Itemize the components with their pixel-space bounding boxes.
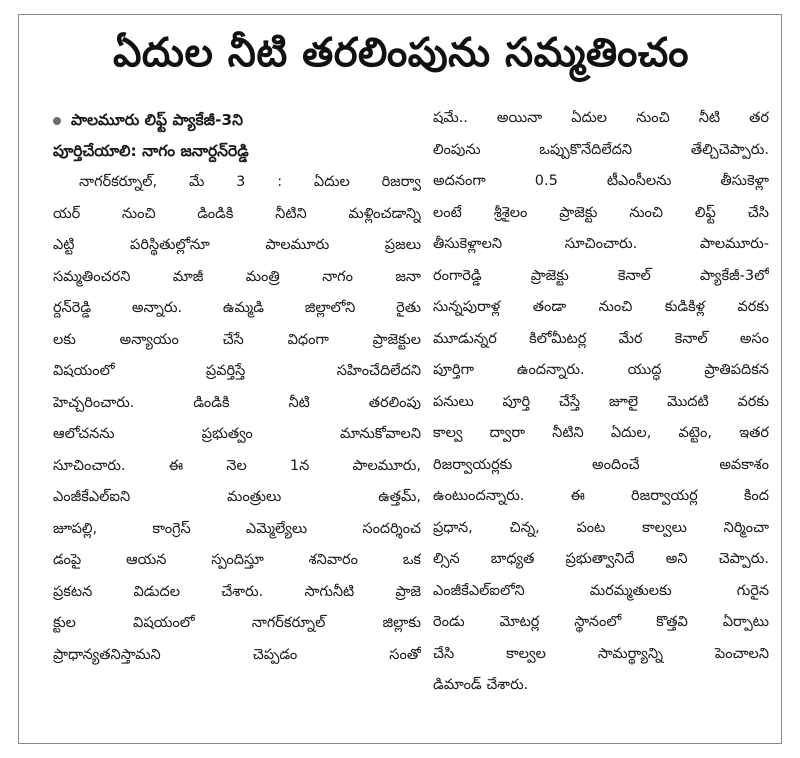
body-line: మూడున్నర కిలోమీటర్ల మేర కెనాల్ అసం: [433, 330, 769, 347]
body-line: క్టుల విషయంలో నాగర్‌కర్నూల్ జిల్లాకు: [53, 615, 421, 631]
body-line: పనులు పూర్తి చేస్తే జూలై మొదటి వరకు: [433, 393, 769, 410]
subheadline-line-2: పూర్తిచేయాలి: నాగం జనార్దన్‌రెడ్డి: [53, 142, 249, 160]
body-line: ఎట్టి పరిస్థితుల్లోనూ పాలమూరు ప్రజలు: [53, 237, 421, 253]
body-line: యర్ నుంచి డిండికి నీటిని మళ్లించడాన్ని: [53, 205, 421, 222]
body-line: నాగర్‌కర్నూల్, మే 3 : ఏదుల రిజర్వా: [79, 174, 421, 190]
body-line: జూపల్లి, కాంగ్రెస్ ఎమ్మెల్యేలు సందర్శించ: [53, 520, 421, 537]
body-line: ప్రధాన, చిన్న, పంట కాల్వలు నిర్మించా: [433, 519, 769, 536]
body-line: ప్రాధాన్యతనిస్తామని చెప్పడం సంతో: [53, 646, 421, 663]
body-line: లింపును ఒప్పుకొనేదిలేదని తేల్చిచెప్పారు.: [433, 141, 769, 158]
body-line: కాల్వ ద్వారా నీటిని ఏదుల, వట్టెం, ఇతర: [433, 425, 769, 441]
left-column: [53, 105, 421, 671]
body-line: ఎంజీకేఎల్ఐలోని మరమ్మతులకు గురైన: [433, 582, 769, 599]
body-line: లకు అన్యాయం చేసే విధంగా ప్రాజెక్టుల: [53, 331, 421, 348]
body-line: డిమాండ్ చేశారు.: [433, 677, 529, 693]
body-line: పూర్తిగా ఉందన్నారు. యుద్ధ ప్రాతిపదికన: [433, 362, 769, 378]
news-clipping: [18, 14, 782, 744]
body-line: రెండు మోటర్ల స్థానంలో కొత్తవి ఏర్పాటు: [433, 614, 769, 630]
body-line: షమే.. అయినా ఏదుల నుంచి నీటి తర: [433, 110, 769, 126]
right-column: [433, 103, 769, 702]
body-line: విషయంలో ప్రవర్తిస్తే సహించేదిలేదని: [53, 363, 421, 379]
body-line: లంటే శ్రీశైలం ప్రాజెక్టు నుంచి లిఫ్ట్ చేసి: [433, 204, 769, 221]
body-line: సమ్మతించరని మాజీ మంత్రి నాగం జనా: [53, 268, 421, 285]
body-line: ఆలోచనను ప్రభుత్వం మానుకోవాలని: [53, 426, 421, 442]
body-line: ల్సిన బాధ్యత ప్రభుత్వానిదే అని చెప్పారు.: [433, 551, 769, 567]
body-line: ర్దన్‌రెడ్డి అన్నారు. ఉమ్మడి జిల్లాలోని రైతు: [53, 300, 421, 316]
body-line: సున్నపురాళ్ల తండా నుంచి కుడికిళ్ల వరకు: [433, 299, 769, 315]
body-line: సూచించారు. ఈ నెల 1న పాలమూరు,: [53, 457, 421, 474]
body-line: ప్రకటన విడుదల చేశారు. సాగునీటి ప్రాజె: [53, 583, 421, 600]
bullet-icon: [53, 117, 61, 125]
headline: ఏదుల నీటి తరలింపును సమ్మతించం: [112, 30, 690, 76]
body-line: ఉంటుందన్నారు. ఈ రిజర్వాయర్ల కింద: [433, 488, 769, 504]
body-line: తీసుకెళ్లాలని సూచించారు. పాలమూరు-: [433, 236, 769, 252]
body-line: రిజర్వాయర్లకు అందించే అవకాశం: [433, 456, 769, 473]
body-line: డంపై ఆయన స్పందిస్తూ శనివారం ఒక: [53, 552, 421, 568]
body-line: చేసి కాల్వల సామర్థ్యాన్ని పెంచాలని: [433, 645, 769, 662]
subheadline-line-1: పాలమూరు లిఫ్ట్ ప్యాకేజీ-3ని: [53, 105, 421, 136]
body-line: హెచ్చరించారు. డిండికి నీటి తరలింపు: [53, 394, 421, 411]
body-line: రంగారెడ్డి ప్రాజెక్టు కెనాల్ ప్యాకేజీ-3లో: [433, 267, 769, 284]
body-line: ఎంజీకేఎల్ఐని మంత్రులు ఉత్తమ్,: [53, 489, 421, 505]
body-line: అదనంగా 0.5 టీఎంసీలను తీసుకెళ్లా: [433, 173, 769, 189]
